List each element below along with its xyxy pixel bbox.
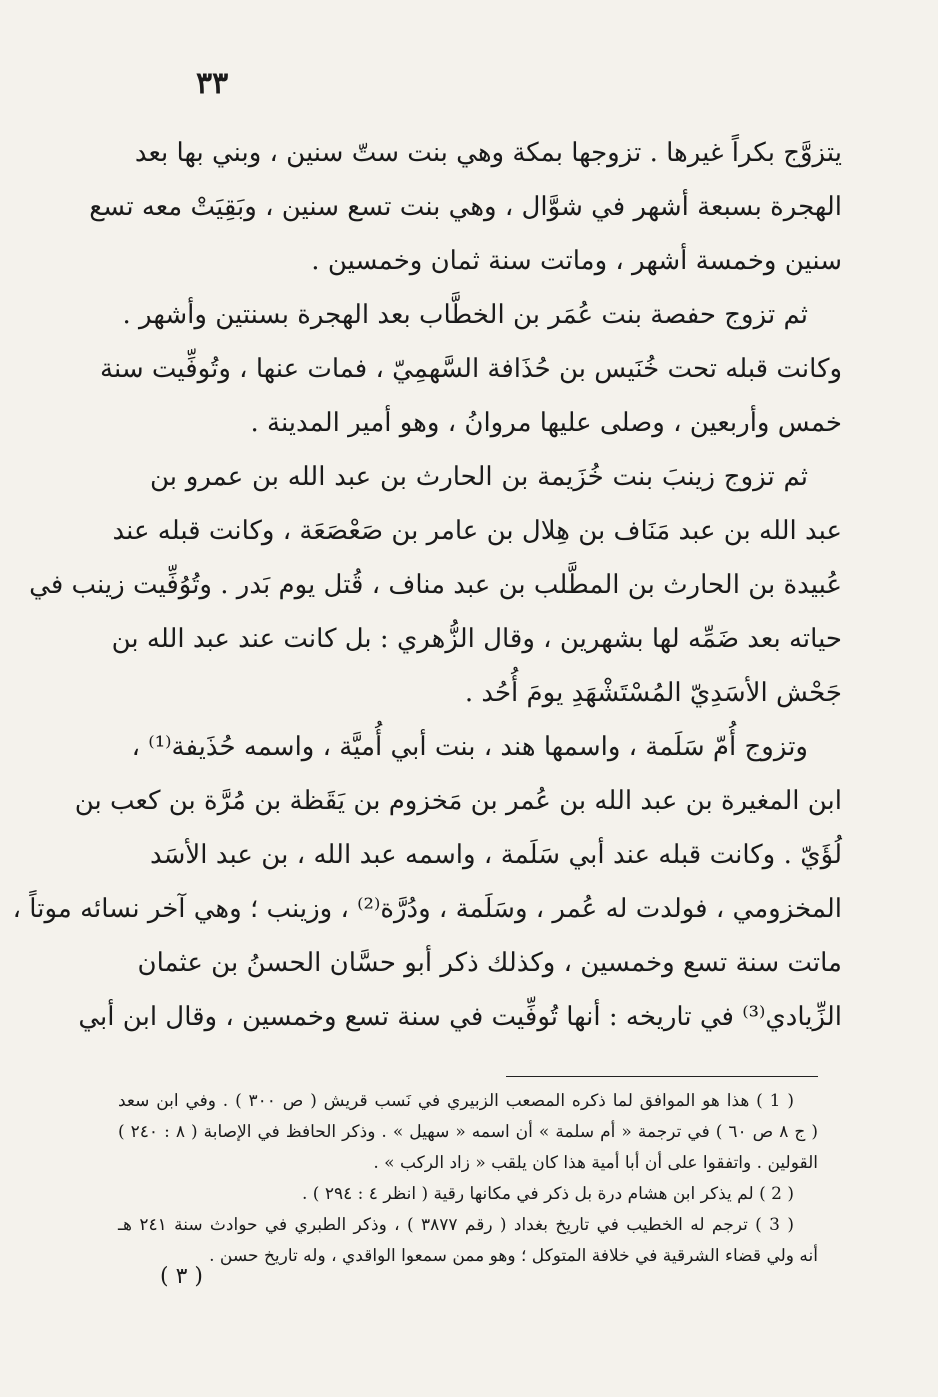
- text-line: يتزوَّج بكراً غيرها . تزوجها بمكة وهي بنت ستّ سنين ، وبني بها بعد: [134, 138, 842, 168]
- text-line: المخزومي ، فولدت له عُمر ، وسَلَمة ، ودُرَّة⁽²⁾ ، وزينب ؛ وهي آخر نسائه موتاً ،: [12, 894, 842, 924]
- text-line: عُبيدة بن الحارث بن المطَّلب بن عبد مناف ، قُتل يوم بَدر . وتُوُفِّيت زينب في: [29, 570, 842, 600]
- text-line: جَحْش الأسَدِيّ المُسْتَشْهَدِ يومَ أُحُد .: [464, 678, 842, 708]
- footnote-line: القولين . واتفقوا على أن أبا أمية هذا كان يلقب « زاد الركب » .: [373, 1153, 818, 1173]
- footnote-line: أنه ولي قضاء الشرقية في خلافة المتوكل ؛ وهو ممن سمعوا الواقدي ، وله تاريخ حسن .: [209, 1246, 818, 1266]
- text-line: وتزوج أُمّ سَلَمة ، واسمها هند ، بنت أبي أُميَّة ، واسمه حُذَيفة⁽¹⁾ ،: [131, 732, 808, 762]
- text-line: ثم تزوج حفصة بنت عُمَر بن الخطَّاب بعد الهجرة بسنتين وأشهر .: [122, 300, 808, 330]
- text-line: الزِّيادي⁽³⁾ في تاريخه : أنها تُوفِّيت في سنة تسع وخمسين ، وقال ابن أبي: [78, 1002, 842, 1032]
- text-line: سنين وخمسة أشهر ، وماتت سنة ثمان وخمسين .: [311, 246, 842, 276]
- page-number: ٣٣: [196, 66, 229, 101]
- footnote-divider: [506, 1076, 818, 1077]
- text-line: وكانت قبله تحت خُنَيس بن حُذَافة السَّهمِيّ ، فمات عنها ، وتُوفِّيت سنة: [100, 354, 842, 384]
- text-line: لُؤَيّ . وكانت قبله عند أبي سَلَمة ، واسمه عبد الله ، بن عبد الأسَد: [150, 840, 842, 870]
- text-line: ابن المغيرة بن عبد الله بن عُمر بن مَخزوم بن يَقَظة بن مُرَّة بن كعب بن: [74, 786, 842, 816]
- footnote-line: ( 3 ) ترجم له الخطيب في تاريخ بغداد ( رقم ٣٨٧٧ ) ، وذكر الطبري في حوادث سنة ٢٤١ هـ: [118, 1215, 794, 1235]
- text-line: عبد الله بن عبد مَنَاف بن هِلال بن عامر بن صَعْصَعَة ، وكانت قبله عند: [112, 516, 842, 546]
- text-line: خمس وأربعين ، وصلى عليها مروانُ ، وهو أمير المدينة .: [250, 408, 842, 438]
- footnotes: [118, 1086, 818, 1272]
- text-line: ماتت سنة تسع وخمسين ، وكذلك ذكر أبو حسَّان الحسنُ بن عثمان: [137, 948, 842, 978]
- footnote-line: ( ج ٨ ص ٦٠ ) في ترجمة « أم سلمة » أن اسمه « سهيل » . وذكر الحافظ في الإصابة ( ٨ : ٢٤٠ ): [118, 1122, 818, 1142]
- footnote-line: ( 2 ) لم يذكر ابن هشام درة بل ذكر في مكانها رقية ( انظر ٤ : ٢٩٤ ) .: [302, 1184, 794, 1204]
- footnote-line: ( 1 ) هذا هو الموافق لما ذكره المصعب الزبيري في نَسب قريش ( ص ٣٠٠ ) . وفي ابن سعد: [118, 1091, 794, 1111]
- text-line: ثم تزوج زينبَ بنت خُزَيمة بن الحارث بن عبد الله بن عمرو بن: [150, 462, 808, 492]
- signature-mark: ( ٣ ): [160, 1264, 203, 1289]
- body-text: [12, 126, 842, 1044]
- text-line: حياته بعد ضَمِّه لها بشهرين ، وقال الزُّهري : بل كانت عند عبد الله بن: [111, 624, 842, 654]
- text-line: الهجرة بسبعة أشهر في شوَّال ، وهي بنت تسع سنين ، وبَقِيَتْ معه تسع: [89, 192, 842, 222]
